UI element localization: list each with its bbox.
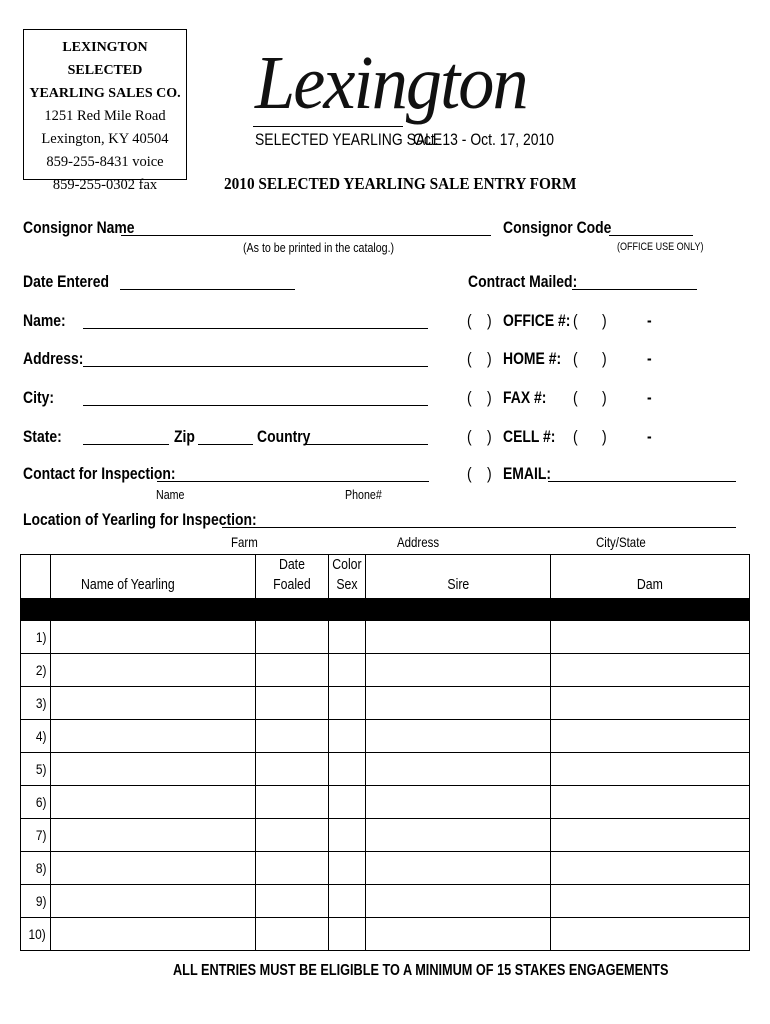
email-checkbox-open[interactable]: ( (467, 464, 472, 483)
city-field[interactable] (83, 405, 428, 406)
header-dam-cell (551, 555, 750, 599)
header-date-line1: Date (278, 556, 305, 573)
date-foaled-cell[interactable] (255, 687, 328, 720)
row-number: 9) (21, 885, 51, 918)
yearling-name-cell[interactable] (50, 621, 255, 654)
table-header-row (21, 555, 750, 599)
date-foaled-cell[interactable] (255, 918, 328, 951)
color-sex-cell[interactable] (328, 687, 365, 720)
contact-phone-caption: Phone# (345, 487, 382, 502)
row-number: 2) (21, 654, 51, 687)
company-address-box (23, 29, 187, 193)
table-row (21, 621, 750, 654)
office-area-open: ( (573, 311, 578, 330)
address-label: Address: (23, 349, 84, 368)
email-label: EMAIL: (503, 464, 552, 483)
row-number: 4) (21, 720, 51, 753)
logo-wordmark: Lexington (255, 41, 527, 125)
date-foaled-cell[interactable] (255, 885, 328, 918)
lexington-logo (245, 30, 555, 160)
name-label: Name: (23, 311, 66, 330)
color-sex-cell[interactable] (328, 885, 365, 918)
table-row (21, 720, 750, 753)
home-checkbox-open[interactable]: ( (467, 349, 472, 368)
yearling-name-cell[interactable] (50, 852, 255, 885)
home-dash: - (647, 349, 652, 368)
sire-cell[interactable] (365, 819, 551, 852)
header-number-cell (21, 555, 51, 599)
yearling-name-cell[interactable] (50, 918, 255, 951)
date-foaled-cell[interactable] (255, 720, 328, 753)
consignor-code-field[interactable] (609, 235, 693, 236)
office-dash: - (647, 311, 652, 330)
office-phone-label: OFFICE #: (503, 311, 571, 330)
office-use-note: (OFFICE USE ONLY) (617, 241, 704, 253)
fax-checkbox-close[interactable]: ) (487, 388, 492, 407)
yearling-name-cell[interactable] (50, 720, 255, 753)
dam-cell[interactable] (551, 852, 750, 885)
table-row (21, 786, 750, 819)
office-area-close: ) (602, 311, 607, 330)
country-field[interactable] (306, 444, 428, 445)
table-row (21, 852, 750, 885)
yearling-name-cell[interactable] (50, 753, 255, 786)
color-sex-cell[interactable] (328, 753, 365, 786)
date-entered-field[interactable] (120, 289, 295, 290)
sire-cell[interactable] (365, 621, 551, 654)
address-field[interactable] (83, 366, 428, 367)
location-farm-caption: Farm (231, 534, 258, 550)
header-name-label: Name of Yearling (80, 576, 175, 593)
dam-cell[interactable] (551, 786, 750, 819)
color-sex-cell[interactable] (328, 720, 365, 753)
cell-phone-label: CELL #: (503, 427, 556, 446)
date-foaled-cell[interactable] (255, 753, 328, 786)
date-foaled-cell[interactable] (255, 819, 328, 852)
row-number: 8) (21, 852, 51, 885)
header-sire-cell (365, 555, 551, 599)
sire-cell[interactable] (365, 885, 551, 918)
date-foaled-cell[interactable] (255, 621, 328, 654)
location-label: Location of Yearling for Inspection: (23, 510, 257, 529)
yearling-name-cell[interactable] (50, 885, 255, 918)
zip-field[interactable] (198, 444, 253, 445)
header-date-label (273, 555, 311, 598)
date-foaled-cell[interactable] (255, 654, 328, 687)
yearling-name-cell[interactable] (50, 654, 255, 687)
form-title: 2010 SELECTED YEARLING SALE ENTRY FORM (224, 174, 577, 193)
dam-cell[interactable] (551, 819, 750, 852)
sire-cell[interactable] (365, 918, 551, 951)
voice-phone: 859-255-8431 voice (46, 154, 164, 170)
color-sex-cell[interactable] (328, 852, 365, 885)
table-row (21, 918, 750, 951)
contract-mailed-field[interactable] (572, 289, 697, 290)
yearling-name-cell[interactable] (50, 786, 255, 819)
table-row (21, 753, 750, 786)
consignor-name-note: (As to be printed in the catalog.) (243, 240, 395, 255)
yearling-name-cell[interactable] (50, 687, 255, 720)
row-number: 6) (21, 786, 51, 819)
home-area-open: ( (573, 349, 578, 368)
state-field[interactable] (83, 444, 169, 445)
fax-dash: - (647, 388, 652, 407)
dam-cell[interactable] (551, 687, 750, 720)
header-name-cell (50, 555, 255, 599)
row-number: 1) (21, 621, 51, 654)
header-sire-label: Sire (447, 576, 469, 593)
dam-cell[interactable] (551, 621, 750, 654)
sire-cell[interactable] (365, 687, 551, 720)
cell-checkbox-close[interactable]: ) (487, 427, 492, 446)
yearling-name-cell[interactable] (50, 819, 255, 852)
footer-note: ALL ENTRIES MUST BE ELIGIBLE TO A MINIMUM OF 15 STAKES ENGAGEMENTS (173, 962, 669, 979)
consignor-code-label: Consignor Code (503, 218, 612, 237)
color-sex-cell[interactable] (328, 621, 365, 654)
contact-name-caption: Name (156, 487, 185, 502)
cell-checkbox-open[interactable]: ( (467, 427, 472, 446)
dam-cell[interactable] (551, 885, 750, 918)
location-field[interactable] (222, 527, 736, 528)
home-checkbox-close[interactable]: ) (487, 349, 492, 368)
header-date-line2: Foaled (273, 576, 311, 593)
fax-number: 859-255-0302 fax (52, 177, 158, 193)
email-checkbox-close[interactable]: ) (487, 464, 492, 483)
contact-label: Contact for Inspection: (23, 464, 176, 483)
fax-area-close: ) (602, 388, 607, 407)
cell-area-close: ) (602, 427, 607, 446)
table-row (21, 687, 750, 720)
color-sex-cell[interactable] (328, 819, 365, 852)
dam-cell[interactable] (551, 720, 750, 753)
location-citystate-caption: City/State (596, 534, 646, 550)
header-color-line2: Sex (336, 576, 358, 593)
company-name-line2: YEARLING SALES CO. (29, 86, 181, 101)
city-state-zip: Lexington, KY 40504 (41, 131, 169, 147)
logo-dates: Oct. 13 - Oct. 17, 2010 (413, 130, 555, 149)
color-sex-cell[interactable] (328, 654, 365, 687)
location-address-caption: Address (397, 534, 440, 550)
header-date-cell (255, 555, 328, 599)
row-number: 10) (21, 918, 51, 951)
logo-subtitle: SELECTED YEARLING SALE (255, 130, 443, 149)
home-area-close: ) (602, 349, 607, 368)
header-color-cell (328, 555, 365, 599)
color-sex-cell[interactable] (328, 918, 365, 951)
name-field[interactable] (83, 328, 428, 329)
sire-cell[interactable] (365, 852, 551, 885)
home-phone-label: HOME #: (503, 349, 562, 368)
email-field[interactable] (548, 481, 736, 482)
sire-cell[interactable] (365, 654, 551, 687)
consignor-name-label: Consignor Name (23, 218, 135, 237)
yearling-entry-table (20, 554, 750, 951)
contract-mailed-label: Contract Mailed: (468, 272, 578, 291)
header-color-line1: Color (331, 556, 362, 573)
cell-dash: - (647, 427, 652, 446)
company-name-line1: LEXINGTON SELECTED (62, 40, 148, 78)
black-band-cell (21, 599, 750, 621)
cell-area-open: ( (573, 427, 578, 446)
fax-area-open: ( (573, 388, 578, 407)
row-number: 3) (21, 687, 51, 720)
city-label: City: (23, 388, 54, 407)
consignor-name-field[interactable] (121, 235, 491, 236)
state-label: State: (23, 427, 62, 446)
logo-underline (253, 126, 403, 127)
dam-cell[interactable] (551, 753, 750, 786)
row-number: 5) (21, 753, 51, 786)
fax-checkbox-open[interactable]: ( (467, 388, 472, 407)
date-foaled-cell[interactable] (255, 786, 328, 819)
dam-cell[interactable] (551, 918, 750, 951)
color-sex-cell[interactable] (328, 786, 365, 819)
date-foaled-cell[interactable] (255, 852, 328, 885)
dam-cell[interactable] (551, 654, 750, 687)
office-checkbox-close[interactable]: ) (487, 311, 492, 330)
table-row (21, 819, 750, 852)
zip-label: Zip (174, 427, 195, 446)
table-row (21, 654, 750, 687)
table-black-band (21, 599, 750, 621)
header-color-label (332, 555, 361, 598)
table-row (21, 885, 750, 918)
sire-cell[interactable] (365, 753, 551, 786)
country-label: Country (257, 427, 311, 446)
fax-phone-label: FAX #: (503, 388, 547, 407)
sire-cell[interactable] (365, 786, 551, 819)
header-dam-label: Dam (637, 576, 664, 593)
sire-cell[interactable] (365, 720, 551, 753)
contact-field[interactable] (157, 481, 429, 482)
row-number: 7) (21, 819, 51, 852)
street-address: 1251 Red Mile Road (44, 108, 166, 124)
date-entered-label: Date Entered (23, 272, 109, 291)
office-checkbox-open[interactable]: ( (467, 311, 472, 330)
